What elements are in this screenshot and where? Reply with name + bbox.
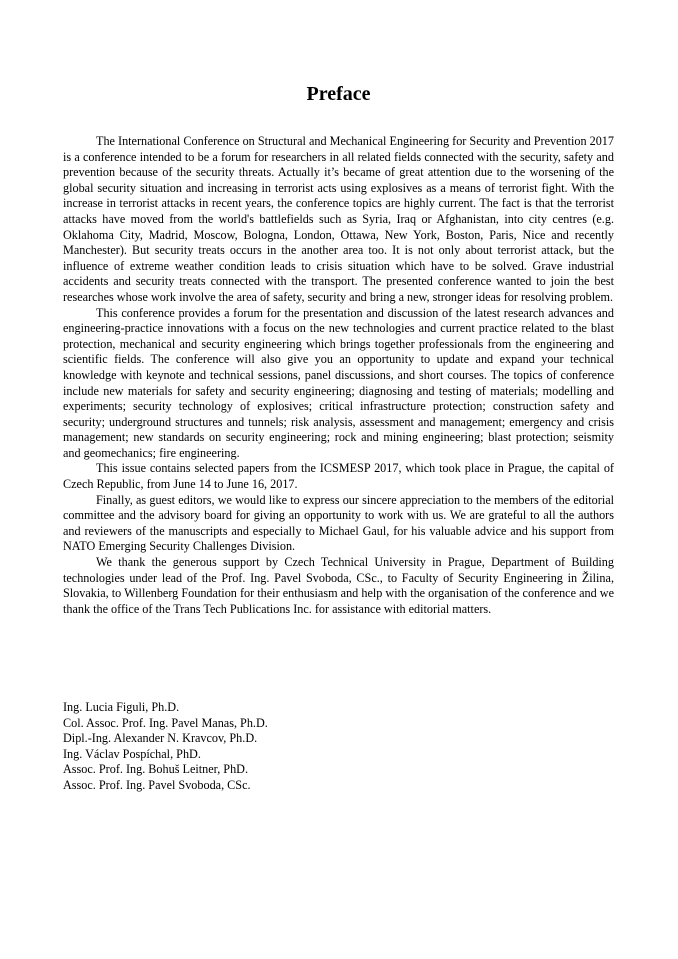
author-name: Col. Assoc. Prof. Ing. Pavel Manas, Ph.D.: [63, 715, 268, 730]
paragraph-issue-contents: This issue contains selected papers from the ICSMESP 2017, which took place in Prague, the capital of Czech Republic, from June 14 to June 16, 2017.: [63, 461, 614, 492]
paragraph-introduction: The International Conference on Structural and Mechanical Engineering for Security and Prevention 2017 is a conference intended to be a forum for researchers in all related fields connected with the security, safety and prevention because of the security threats. Actually it’s became of great attention due to the worsening of the global security situation and increasing in terrorist acts using explosives as a means of terrorist fight. With the increase in terrorist attacks in recent years, the conference topics are highly current. The fact is that the terrorist attacks have moved from the world's battlefields such as Syria, Iraq or Afghanistan, into city centres (e.g. Oklahoma City, Madrid, Moscow, Bologna, London, Ottawa, New York, Boston, Paris, Nice and recently Manchester). But security treats occurs in the another area too. It is not only about terrorist attack, but the influence of extreme weather condition leads to crisis situation which have to be solved. Grave industrial accidents and security treats connected with the transport. The presented conference wanted to join the best researches whose work involve the area of safety, security and bring a new, stronger ideas for resolving problem.: [63, 134, 614, 304]
paragraph-conference-topics: This conference provides a forum for the presentation and discussion of the latest research advances and engineering-practice innovations with a focus on the new technologies and current practice related to the blast protection, mechanical and security engineering which brings together professionals from the engineering and scientific fields. The conference will also give you an opportunity to update and expand your technical knowledge with keynote and technical sessions, panel discussions, and short courses. The topics of conference include new materials for safety and security engineering; diagnosing and testing of materials; modelling and experiments; security technology of explosives; critical infrastructure protection; construction safety and security; underground structures and tunnels; risk analysis, assessment and management; emergency and crisis management; new standards on security engineering; rock and mining engineering; blast protection; seismity and geomechanics; fire engineering.: [63, 305, 614, 460]
author-name: Assoc. Prof. Ing. Pavel Svoboda, CSc.: [63, 777, 251, 792]
paragraph-acknowledgements: Finally, as guest editors, we would like to express our sincere appreciation to the members of the editorial committee and the advisory board for giving an opportunity to work with us. We are grateful to all the authors and reviewers of the manuscripts and especially to Michael Gaul, for his valuable advice and his support from NATO Emerging Security Challenges Division.: [63, 492, 614, 554]
author-name: Ing. Václav Pospíchal, PhD.: [63, 746, 201, 761]
author-name: Assoc. Prof. Ing. Bohuš Leitner, PhD.: [63, 762, 249, 777]
author-name: Ing. Lucia Figuli, Ph.D.: [63, 700, 180, 714]
preface-body: [63, 134, 614, 617]
author-name: Dipl.-Ing. Alexander N. Kravcov, Ph.D.: [63, 731, 258, 746]
paragraph-support-thanks: We thank the generous support by Czech Technical University in Prague, Department of Building technologies under lead of the Prof. Ing. Pavel Svoboda, CSc., to Faculty of Security Engineering in Žilina, Slovakia, to Willenberg Foundation for their enthusiasm and help with the organisation of the conference and we thank the office of the Trans Tech Publications Inc. for assistance with editorial matters.: [63, 555, 614, 616]
page-title: Preface: [306, 83, 371, 105]
author-list: [63, 700, 614, 794]
